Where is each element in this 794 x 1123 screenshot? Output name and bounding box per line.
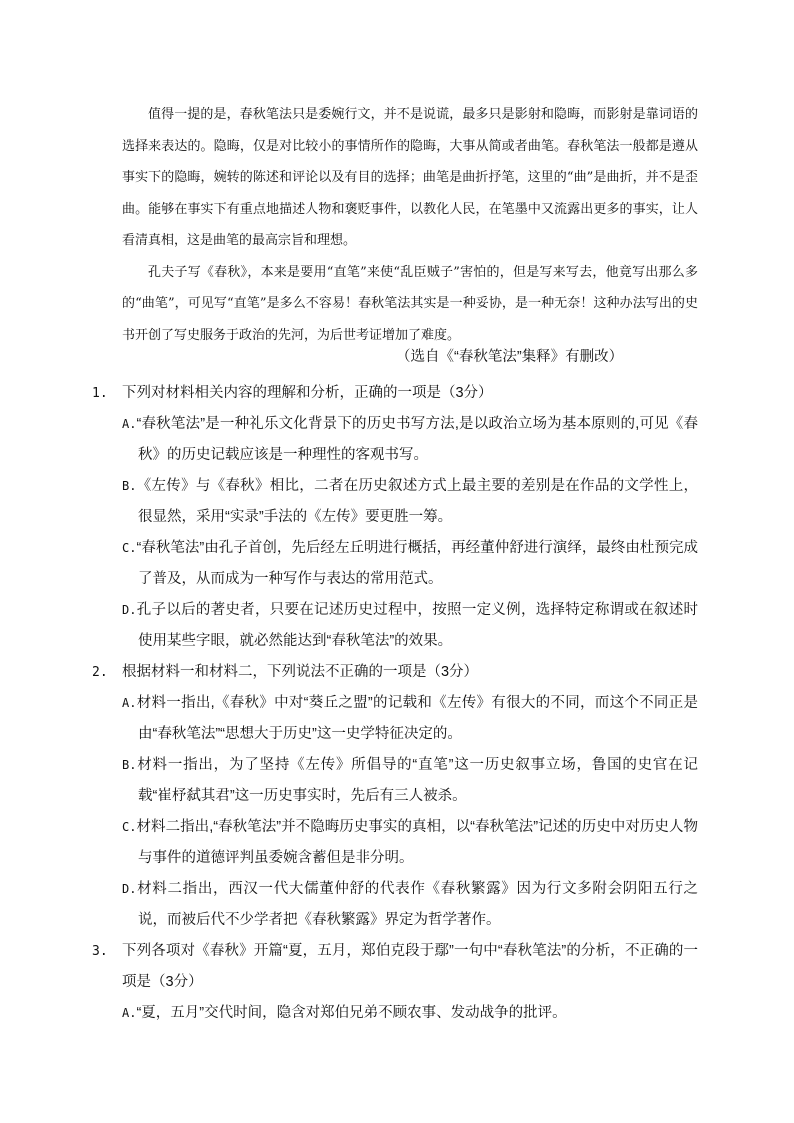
question-2 <box>92 657 698 936</box>
question-stem <box>92 657 698 688</box>
option-letter: D. <box>122 603 137 617</box>
option-text: “春秋笔法”是一种礼乐文化背景下的历史书写方法,是以政治立场为基本原则的,可见《春秋》的历史记载应该是一种理性的客观书写。 <box>136 416 698 463</box>
option-c <box>122 812 698 874</box>
source-note: （选自《“春秋笔法”集释》有删改） <box>396 349 624 365</box>
option-letter: A. <box>122 696 137 710</box>
option-text: 材料一指出,《春秋》中对“葵丘之盟”的记载和《左传》有很大的不同，而这个不同正是由“春秋笔法”“思想大于历史”这一史学特征决定的。 <box>136 695 698 742</box>
question-1 <box>92 378 698 657</box>
option-a <box>122 998 698 1029</box>
option-text: “夏，五月”交代时间，隐含对郑伯兄弟不顾农事、发动战争的批评。 <box>136 1005 567 1021</box>
option-text: 材料一指出，为了坚持《左传》所倡导的“直笔”这一历史叙事立场，鲁国的史官在记载“崔杼弑其君”这一历史事实时，先后有三人被杀。 <box>136 757 698 804</box>
option-letter: B. <box>122 479 137 493</box>
passage-paragraph: 孔夫子写《春秋》，本来是要用“直笔”来使“乱臣贼子”害怕的，但是写来写去，他竟写出那么多的“曲笔”，可见写“直笔”是多么不容易！春秋笔法其实是一种妥协，是一种无奈！这种办法写出的史书开创了写史服务于政治的先河，为后世考证增加了难度。 <box>122 264 698 343</box>
option-text: 材料二指出，西汉一代大儒董仲舒的代表作《春秋繁露》因为行文多附会阴阳五行之说，而被后代不少学者把《春秋繁露》界定为哲学著作。 <box>136 881 698 928</box>
question-text: 根据材料一和材料二，下列说法不正确的一项是（3分） <box>122 664 479 680</box>
passage-paragraph: 值得一提的是，春秋笔法只是委婉行文，并不是说谎，最多只是影射和隐晦，而影射是靠词语的选择来表达的。隐晦，仅是对比较小的事情所作的隐晦，大事从简或者曲笔。春秋笔法一般都是遵从事实下的隐晦，婉转的陈述和评论以及有目的选择；曲笔是曲折抒笔，这里的“曲”是曲折，并不是歪曲。能够在事实下有重点地描述人物和褒贬事件，以教化人民，在笔墨中又流露出更多的事实，让人看清真相，这是曲笔的最高宗旨和理想。 <box>122 107 698 248</box>
option-letter: C. <box>122 541 137 555</box>
option-a <box>122 688 698 750</box>
question-number: 2. <box>92 665 108 680</box>
option-d <box>122 595 698 657</box>
option-letter: A. <box>122 417 137 431</box>
question-number: 1. <box>92 386 108 401</box>
option-text: “春秋笔法”由孔子首创，先后经左丘明进行概括，再经董仲舒进行演绎，最终由杜预完成了普及，从而成为一种写作与表达的常用范式。 <box>136 540 698 587</box>
option-d <box>122 874 698 936</box>
option-letter: C. <box>122 820 137 834</box>
question-list <box>92 378 698 1029</box>
option-text: 《左传》与《春秋》相比，二者在历史叙述方式上最主要的差别是在作品的文学性上，很显然，采用“实录”手法的《左传》要更胜一筹。 <box>136 478 698 525</box>
option-letter: A. <box>122 1006 137 1020</box>
option-a <box>122 409 698 471</box>
reading-passage <box>122 99 698 351</box>
question-stem <box>92 936 698 998</box>
option-b <box>122 750 698 812</box>
question-stem <box>92 378 698 409</box>
option-letter: D. <box>122 882 137 896</box>
question-number: 3. <box>92 944 108 959</box>
question-text: 下列各项对《春秋》开篇“夏，五月，郑伯克段于鄢”一句中“春秋笔法”的分析，不正确的一项是（3分） <box>122 943 698 990</box>
question-3 <box>92 936 698 1029</box>
question-text: 下列对材料相关内容的理解和分析，正确的一项是（3分） <box>122 385 493 401</box>
option-text: 材料二指出,“春秋笔法”并不隐晦历史事实的真相，以“春秋笔法”记述的历史中对历史人物与事件的道德评判虽委婉含蓄但是非分明。 <box>136 819 698 866</box>
option-b <box>122 471 698 533</box>
option-c <box>122 533 698 595</box>
option-letter: B. <box>122 758 137 772</box>
option-text: 孔子以后的著史者，只要在记述历史过程中，按照一定义例，选择特定称谓或在叙述时使用某些字眼，就必然能达到“春秋笔法”的效果。 <box>136 602 698 649</box>
